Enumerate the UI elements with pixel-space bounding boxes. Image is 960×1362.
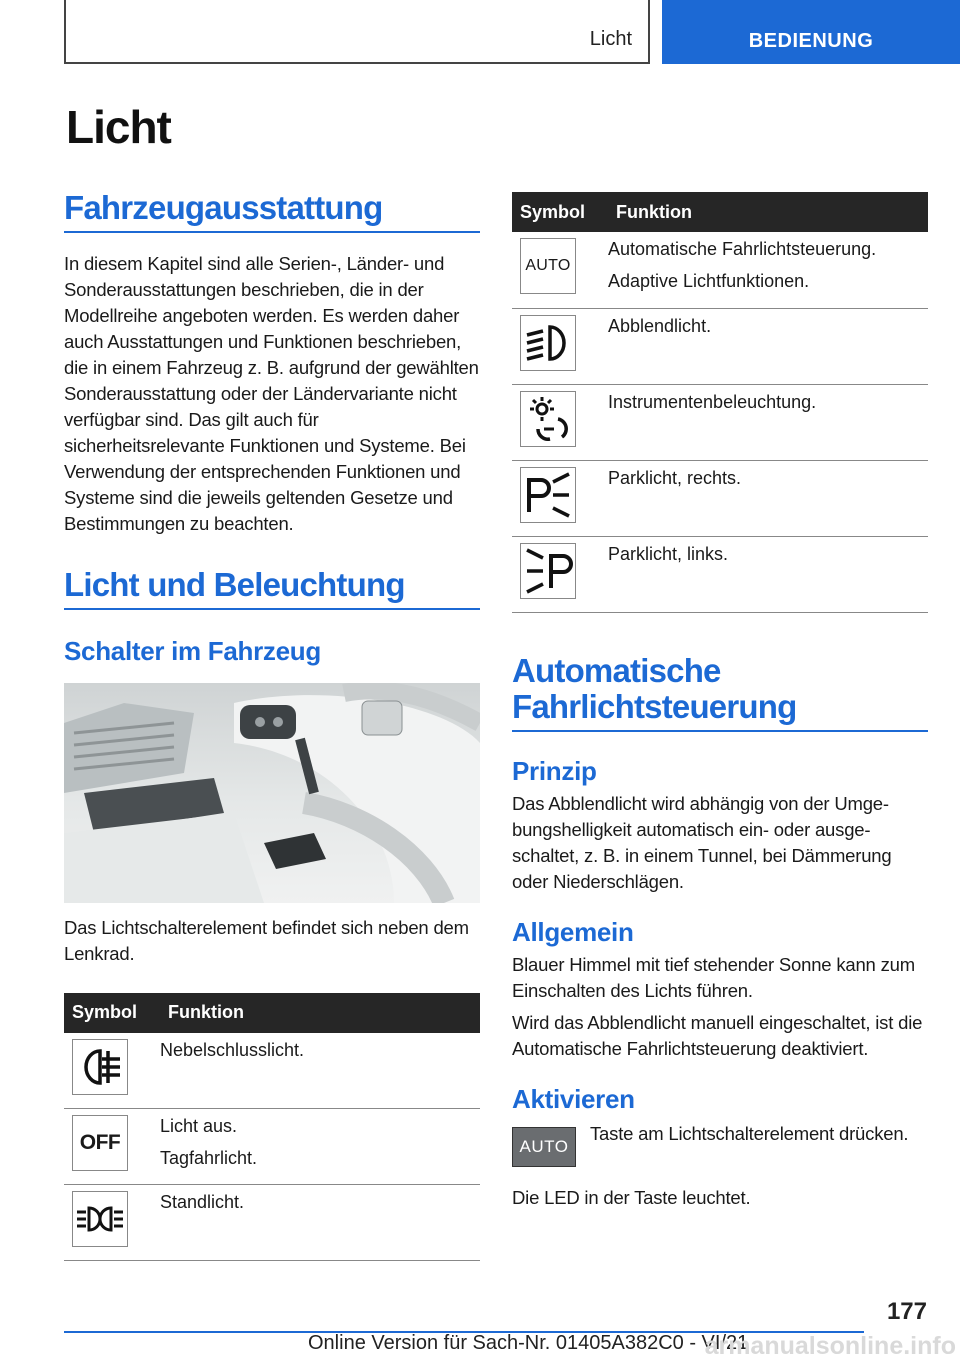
header-chapter-tab[interactable] <box>662 0 960 64</box>
table-row <box>512 232 928 308</box>
function-text: Abblendlicht. <box>608 315 712 336</box>
column-header-symbol: Symbol <box>64 993 160 1033</box>
column-header-symbol: Symbol <box>512 192 608 232</box>
heading-aktivieren: Aktivieren <box>512 1084 635 1115</box>
column-header-funktion: Funktion <box>608 192 928 232</box>
allgemein-paragraph-2: Wird das Abblendlicht manuell eingeschaltet, ist die Automatische Fahrlichtsteuerung deaktiviert. <box>512 1012 923 1060</box>
instrument-lighting-icon <box>520 391 576 447</box>
function-text: Parklicht, links. <box>608 543 729 564</box>
function-text: Automatische Fahrlichtsteuerung. <box>608 239 877 259</box>
parking-light-left-icon <box>520 543 576 599</box>
dashboard-illustration <box>64 683 480 903</box>
function-text: Nebelschlusslicht. <box>160 1039 305 1060</box>
prinzip-paragraph: Das Abblendlicht wird abhängig von der Umgebungshelligkeit automatisch ein- oder ausgeschaltet, z. B. in einem Tunnel, bei Dämmerung oder Niederschlägen. <box>512 793 892 893</box>
table-row <box>512 536 928 612</box>
function-text: Tagfahrlicht. <box>160 1148 258 1169</box>
column-header-funktion: Funktion <box>160 993 480 1033</box>
left-column <box>64 190 480 1261</box>
led-text: Die LED in der Taste leuchtet. <box>512 1187 751 1209</box>
table-row <box>512 460 928 536</box>
footer-version: Online Version für Sach-Nr. 01405A382C0 - VI/21 <box>308 1332 749 1354</box>
ausstattung-paragraph: In diesem Kapitel sind alle Serien-, Länder- und Sonderausstattungen beschrieben, die in der Modellreihe angeboten werden. Es werden daher auch Ausstattungen und Funktionen beschrieben, die in einem Fahrzeug z. B. aufgrund der gewählten Sonderausstattung oder der Ländervariante nicht verfügbar sind. Das gilt auch für sicherheitsrelevante Funktionen und Systeme. Bei Verwendung der entsprechenden Funktionen und Systeme sind die jeweils geltenden Gesetze und Bestimmungen zu beachten. <box>64 252 479 534</box>
heading-automatische-fahrlichtsteuerung: Automatische Fahrlichtsteuerung <box>512 653 928 733</box>
heading-allgemein: Allgemein <box>512 917 634 948</box>
right-column <box>512 192 928 1211</box>
page-number: 177 <box>886 1298 927 1325</box>
heading-licht-beleuchtung: Licht und Beleuchtung <box>64 567 480 610</box>
table-row <box>64 1109 480 1185</box>
light-switch-photo <box>64 683 480 903</box>
heading-prinzip: Prinzip <box>512 756 597 787</box>
header-box <box>64 0 650 64</box>
rear-fog-light-icon <box>72 1039 128 1095</box>
allgemein-paragraph-1: Blauer Himmel mit tief stehender Sonne kann zum Einschalten des Lichts führen. <box>512 954 915 1002</box>
header-chapter-label: BEDIENUNG <box>748 29 874 52</box>
left-function-table <box>64 993 480 1262</box>
header-section-title: Licht <box>589 28 632 50</box>
table-row <box>512 308 928 384</box>
function-text: Licht aus. <box>160 1116 238 1137</box>
low-beam-icon <box>520 315 576 371</box>
table-row <box>64 1185 480 1261</box>
standing-light-icon <box>72 1191 128 1247</box>
auto-button-icon: AUTO <box>512 1127 576 1167</box>
aktivieren-step <box>512 1121 928 1167</box>
heading-fahrzeugausstattung: Fahrzeugausstattung <box>64 190 480 233</box>
function-text: Standlicht. <box>160 1192 245 1213</box>
heading-schalter: Schalter im Fahrzeug <box>64 635 321 666</box>
page-title: Licht <box>66 101 171 153</box>
function-text: Instrumentenbeleuchtung. <box>608 391 817 412</box>
off-icon: OFF <box>72 1115 128 1171</box>
photo-caption: Das Lichtschalterelement befindet sich neben dem Lenkrad. <box>64 916 469 964</box>
aktivieren-text: Taste am Lichtschalterelement drücken. <box>590 1123 909 1145</box>
auto-icon: AUTO <box>520 238 576 294</box>
function-text: Parklicht, rechts. <box>608 467 742 488</box>
watermark: armanualsonline.info <box>704 1332 956 1360</box>
right-function-table <box>512 192 928 613</box>
table-row <box>64 1033 480 1109</box>
table-row <box>512 384 928 460</box>
function-text: Adaptive Lichtfunktionen. <box>608 271 810 291</box>
parking-light-right-icon <box>520 467 576 523</box>
